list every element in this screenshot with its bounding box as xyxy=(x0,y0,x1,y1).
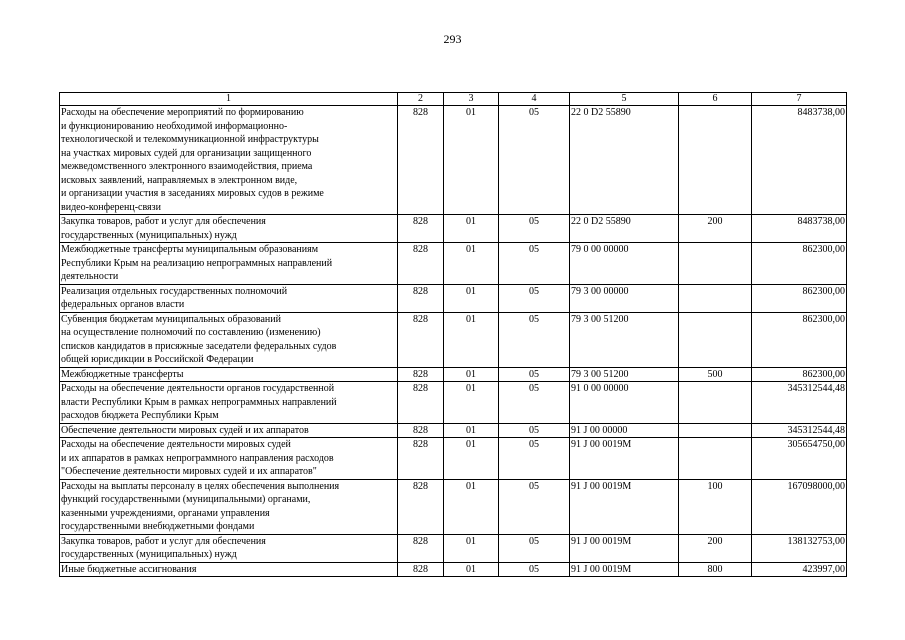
item-name-line: функций государственными (муниципальными) органами, xyxy=(61,494,311,505)
target-article-cell: 22 0 D2 55890 xyxy=(570,106,679,215)
column-number-header: 2 xyxy=(398,93,444,106)
target-article-cell: 79 3 00 00000 xyxy=(570,284,679,312)
table-row xyxy=(60,312,847,367)
item-name-cell xyxy=(60,382,398,424)
amount-cell: 8483738,00 xyxy=(752,215,847,243)
amount-cell: 8483738,00 xyxy=(752,106,847,215)
table-row xyxy=(60,243,847,285)
item-name-line: Межбюджетные трансферты муниципальным образованиям xyxy=(61,244,319,255)
subsection-code-cell: 05 xyxy=(499,367,570,382)
table-row xyxy=(60,382,847,424)
subsection-code-cell: 05 xyxy=(499,382,570,424)
item-name-line: видео-конференц-связи xyxy=(61,201,161,213)
section-code-cell: 01 xyxy=(444,438,499,480)
item-name-line: исковых заявлений, направляемых в электронном виде, xyxy=(61,174,298,186)
item-name-line: государственных (муниципальных) нужд xyxy=(61,549,237,560)
admin-code-cell: 828 xyxy=(398,215,444,243)
subsection-code-cell: 05 xyxy=(499,243,570,285)
target-article-cell: 91 0 00 00000 xyxy=(570,382,679,424)
target-article-cell: 79 3 00 51200 xyxy=(570,312,679,367)
item-name-line: деятельности xyxy=(61,271,119,282)
expense-type-cell: 800 xyxy=(679,562,752,577)
item-name-cell xyxy=(60,215,398,243)
amount-cell: 862300,00 xyxy=(752,243,847,285)
target-article-cell: 91 J 00 0019M xyxy=(570,534,679,562)
item-name-line: Республики Крым на реализацию непрограммных направлений xyxy=(61,257,333,269)
table-row xyxy=(60,284,847,312)
table-row xyxy=(60,215,847,243)
expense-type-cell: 100 xyxy=(679,479,752,534)
item-name-line: власти Республики Крым в рамках непрограммных направлений xyxy=(61,396,337,408)
section-code-cell: 01 xyxy=(444,106,499,215)
admin-code-cell: 828 xyxy=(398,534,444,562)
item-name-line: технологической и телекоммуникационной инфраструктуры xyxy=(61,134,319,145)
admin-code-cell: 828 xyxy=(398,367,444,382)
table-row xyxy=(60,367,847,382)
item-name-cell xyxy=(60,367,398,382)
column-number-header: 7 xyxy=(752,93,847,106)
admin-code-cell: 828 xyxy=(398,106,444,215)
subsection-code-cell: 05 xyxy=(499,423,570,438)
item-name-cell xyxy=(60,562,398,577)
item-name-line: и функционированию необходимой информационно- xyxy=(61,120,288,132)
section-code-cell: 01 xyxy=(444,479,499,534)
table-row xyxy=(60,423,847,438)
subsection-code-cell: 05 xyxy=(499,312,570,367)
subsection-code-cell: 05 xyxy=(499,106,570,215)
amount-cell: 862300,00 xyxy=(752,367,847,382)
item-name-line: Расходы на обеспечение деятельности мировых судей xyxy=(61,439,291,450)
item-name-line: на участках мировых судей для организации защищенного xyxy=(61,147,312,159)
expense-type-cell: 200 xyxy=(679,215,752,243)
expense-type-cell xyxy=(679,106,752,215)
target-article-cell: 22 0 D2 55890 xyxy=(570,215,679,243)
expense-type-cell xyxy=(679,243,752,285)
budget-table xyxy=(59,92,847,577)
target-article-cell: 91 J 00 0019M xyxy=(570,479,679,534)
section-code-cell: 01 xyxy=(444,367,499,382)
admin-code-cell: 828 xyxy=(398,479,444,534)
admin-code-cell: 828 xyxy=(398,438,444,480)
table-row xyxy=(60,562,847,577)
expense-type-cell xyxy=(679,312,752,367)
column-number-header: 6 xyxy=(679,93,752,106)
item-name-cell xyxy=(60,243,398,285)
section-code-cell: 01 xyxy=(444,215,499,243)
item-name-line: на осуществление полномочий по составлению (изменению) xyxy=(61,327,321,338)
section-code-cell: 01 xyxy=(444,284,499,312)
target-article-cell: 91 J 00 00000 xyxy=(570,423,679,438)
subsection-code-cell: 05 xyxy=(499,215,570,243)
amount-cell: 305654750,00 xyxy=(752,438,847,480)
item-name-line: Межбюджетные трансферты xyxy=(61,368,184,380)
section-code-cell: 01 xyxy=(444,382,499,424)
item-name-line: Реализация отдельных государственных полномочий xyxy=(61,285,288,297)
section-code-cell: 01 xyxy=(444,312,499,367)
item-name-line: расходов бюджета Республики Крым xyxy=(61,410,219,421)
item-name-line: государственных (муниципальных) нужд xyxy=(61,229,237,241)
page-number: 293 xyxy=(443,32,462,46)
item-name-line: общей юрисдикции в Российской Федерации xyxy=(61,354,254,365)
admin-code-cell: 828 xyxy=(398,562,444,577)
item-name-cell xyxy=(60,423,398,438)
item-name-line: "Обеспечение деятельности мировых судей и их аппаратов" xyxy=(61,466,317,477)
expense-type-cell xyxy=(679,423,752,438)
expense-type-cell xyxy=(679,284,752,312)
item-name-line: Обеспечение деятельности мировых судей и их аппаратов xyxy=(61,424,309,436)
item-name-line: и организации участия в заседаниях мировых судов в режиме xyxy=(61,188,324,199)
amount-cell: 138132753,00 xyxy=(752,534,847,562)
item-name-cell xyxy=(60,312,398,367)
table-row xyxy=(60,479,847,534)
section-code-cell: 01 xyxy=(444,423,499,438)
item-name-line: Субвенция бюджетам муниципальных образований xyxy=(61,313,281,325)
item-name-cell xyxy=(60,479,398,534)
amount-cell: 862300,00 xyxy=(752,312,847,367)
target-article-cell: 79 0 00 00000 xyxy=(570,243,679,285)
subsection-code-cell: 05 xyxy=(499,562,570,577)
section-code-cell: 01 xyxy=(444,243,499,285)
column-number-header: 4 xyxy=(499,93,570,106)
item-name-line: и их аппаратов в рамках непрограммного направления расходов xyxy=(61,452,334,464)
admin-code-cell: 828 xyxy=(398,382,444,424)
item-name-line: государственными внебюджетными фондами xyxy=(61,521,255,532)
table-row xyxy=(60,106,847,215)
admin-code-cell: 828 xyxy=(398,423,444,438)
table-row xyxy=(60,438,847,480)
item-name-line: межведомственного электронного взаимодействия, приема xyxy=(61,161,313,172)
table-row xyxy=(60,534,847,562)
expense-type-cell xyxy=(679,438,752,480)
item-name-line: федеральных органов власти xyxy=(61,299,185,310)
column-number-header: 3 xyxy=(444,93,499,106)
item-name-line: Расходы на выплаты персоналу в целях обеспечения выполнения xyxy=(61,480,340,492)
item-name-line: Расходы на обеспечение деятельности органов государственной xyxy=(61,383,335,394)
column-number-header: 1 xyxy=(60,93,398,106)
item-name-line: Расходы на обеспечение мероприятий по формированию xyxy=(61,107,304,118)
target-article-cell: 79 3 00 51200 xyxy=(570,367,679,382)
target-article-cell: 91 J 00 0019M xyxy=(570,438,679,480)
item-name-line: списков кандидатов в присяжные заседатели федеральных судов xyxy=(61,340,337,352)
section-code-cell: 01 xyxy=(444,534,499,562)
item-name-line: казенными учреждениями, органами управления xyxy=(61,507,270,519)
expense-type-cell: 500 xyxy=(679,367,752,382)
target-article-cell: 91 J 00 0019M xyxy=(570,562,679,577)
column-number-header: 5 xyxy=(570,93,679,106)
item-name-line: Закупка товаров, работ и услуг для обеспечения xyxy=(61,216,266,227)
amount-cell: 345312544,48 xyxy=(752,423,847,438)
admin-code-cell: 828 xyxy=(398,284,444,312)
item-name-cell xyxy=(60,284,398,312)
expense-type-cell: 200 xyxy=(679,534,752,562)
item-name-cell xyxy=(60,106,398,215)
section-code-cell: 01 xyxy=(444,562,499,577)
expense-type-cell xyxy=(679,382,752,424)
subsection-code-cell: 05 xyxy=(499,479,570,534)
admin-code-cell: 828 xyxy=(398,312,444,367)
item-name-cell xyxy=(60,534,398,562)
admin-code-cell: 828 xyxy=(398,243,444,285)
item-name-line: Закупка товаров, работ и услуг для обеспечения xyxy=(61,535,266,547)
subsection-code-cell: 05 xyxy=(499,534,570,562)
column-number-header-row xyxy=(60,93,847,106)
amount-cell: 167098000,00 xyxy=(752,479,847,534)
amount-cell: 862300,00 xyxy=(752,284,847,312)
item-name-line: Иные бюджетные ассигнования xyxy=(61,563,197,575)
subsection-code-cell: 05 xyxy=(499,438,570,480)
amount-cell: 423997,00 xyxy=(752,562,847,577)
subsection-code-cell: 05 xyxy=(499,284,570,312)
item-name-cell xyxy=(60,438,398,480)
amount-cell: 345312544,48 xyxy=(752,382,847,424)
